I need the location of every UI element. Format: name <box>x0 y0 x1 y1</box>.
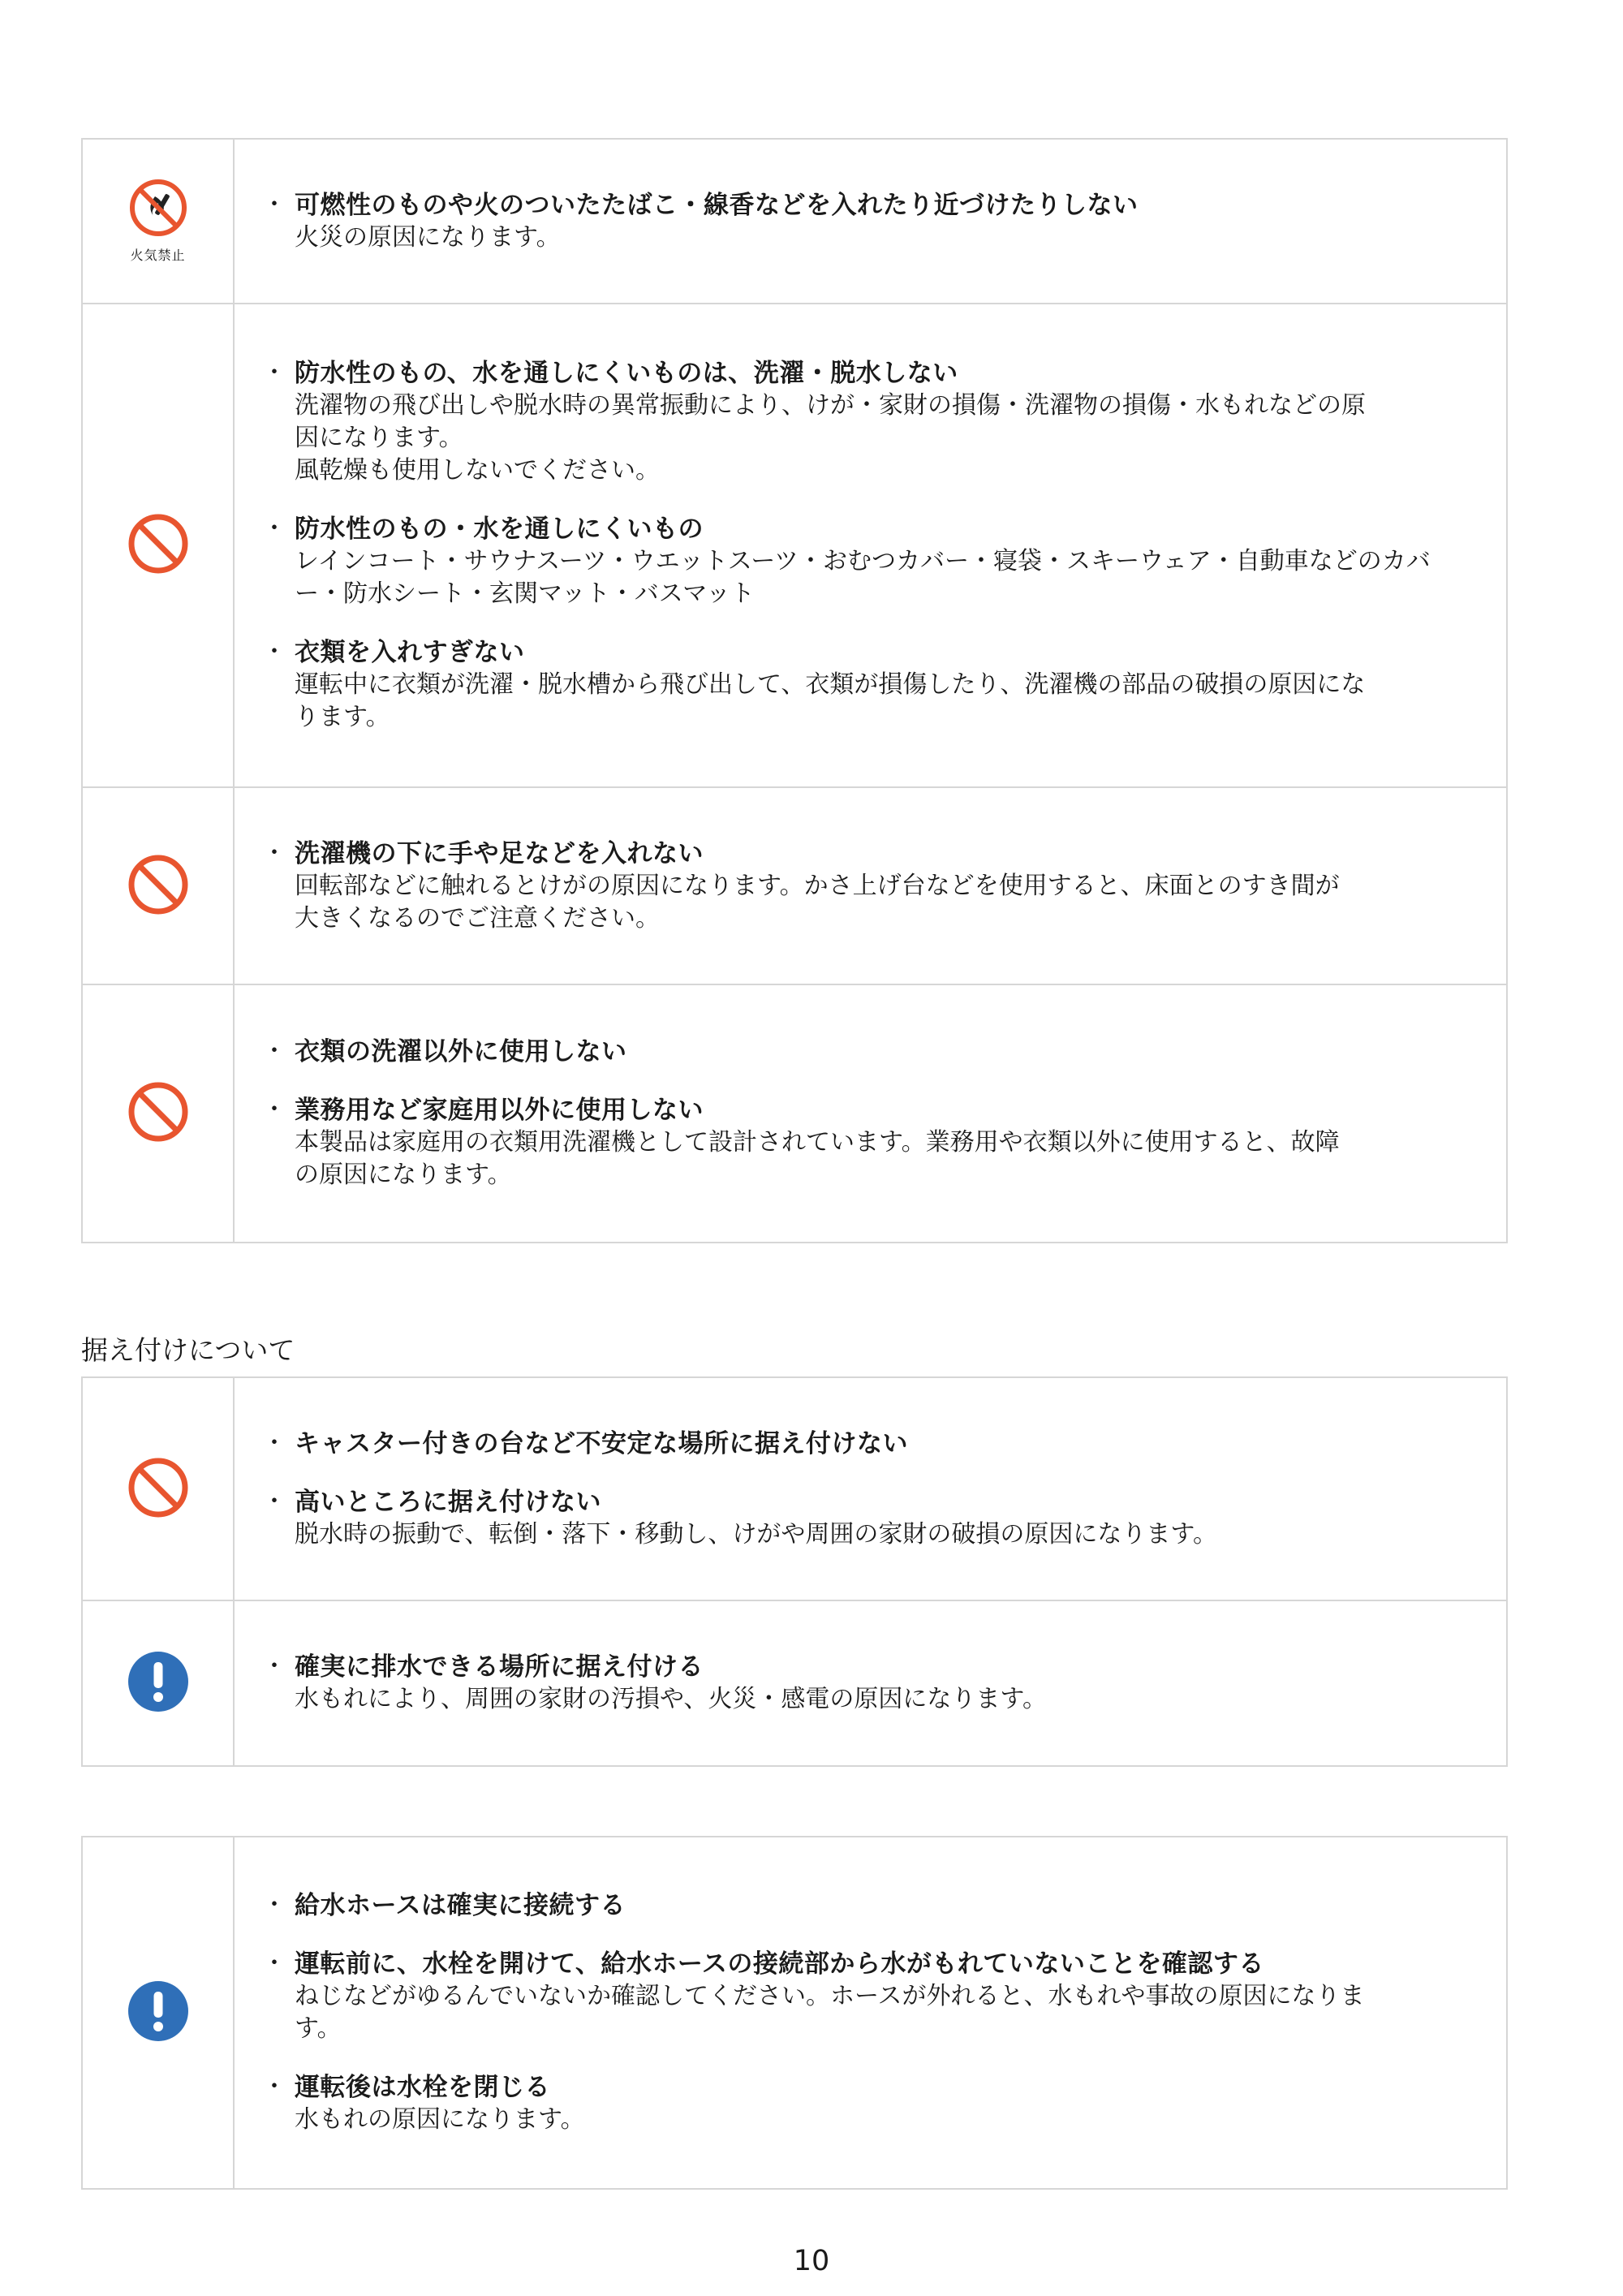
caution-description: 因になります。 <box>295 424 463 452</box>
caution-description: 回転部などに触れるとけがの原因になります。かさ上げ台などを使用すると、床面とのすき間が <box>295 871 1340 900</box>
icon-cell <box>83 788 235 984</box>
caution-heading: 確実に排水できる場所に据え付ける <box>295 1652 704 1682</box>
prohibited-icon <box>127 853 190 920</box>
caution-item <box>262 636 1474 734</box>
caution-description: ります。 <box>295 703 390 731</box>
mandatory-icon <box>127 1979 190 2046</box>
hose-table <box>81 1836 1508 2190</box>
text-cell <box>235 140 1506 303</box>
caution-item <box>262 1036 1474 1068</box>
caution-row <box>83 1601 1506 1765</box>
caution-item <box>262 1094 1474 1191</box>
prohibited-icon <box>127 1456 190 1523</box>
caution-row <box>83 140 1506 304</box>
text-cell <box>235 788 1506 984</box>
caution-heading: 運転前に、水栓を開けて、給水ホースの接続部から水がもれていないことを確認する <box>295 1949 1264 1979</box>
section-title: 据え付けについて <box>81 1334 295 1366</box>
caution-heading: 可燃性のものや火のついたたばこ・線香などを入れたり近づけたりしない <box>295 190 1139 220</box>
caution-description: 本製品は家庭用の衣類用洗濯機として設計されています。業務用や衣類以外に使用すると、故障 <box>295 1128 1340 1157</box>
bullet: ・ <box>262 190 286 219</box>
caution-description: す。 <box>295 2014 342 2043</box>
icon-cell <box>83 1378 235 1600</box>
caution-description: ねじなどがゆるんでいないか確認してください。ホースが外れると、水もれや事故の原因になりま <box>295 1982 1365 2010</box>
caution-item <box>262 189 1474 254</box>
bullet: ・ <box>262 1487 286 1516</box>
caution-row <box>83 985 1506 1242</box>
caution-heading: 高いところに据え付けない <box>295 1487 601 1517</box>
caution-description: 運転中に衣類が洗濯・脱水槽から飛び出して、衣類が損傷したり、洗濯機の部品の破損の原因にな <box>295 670 1366 699</box>
caution-item <box>262 1486 1474 1551</box>
caution-heading: 衣類の洗濯以外に使用しない <box>295 1037 627 1066</box>
caution-table-1 <box>81 138 1508 1243</box>
caution-item <box>262 1889 1474 1922</box>
caution-item <box>262 357 1474 487</box>
text-cell <box>235 304 1506 786</box>
caution-item <box>262 1651 1474 1716</box>
page-number: 10 <box>793 2245 830 2277</box>
caution-description: レインコート・サウナスーツ・ウエットスーツ・おむつカバー・寝袋・スキーウェア・自動車などのカバ <box>295 547 1431 575</box>
caution-description: 脱水時の振動で、転倒・落下・移動し、けがや周囲の家財の破損の原因になります。 <box>295 1519 1217 1549</box>
caution-heading: 防水性のもの・水を通しにくいもの <box>295 515 704 544</box>
caution-description: ー・防水シート・玄関マット・バスマット <box>295 579 755 608</box>
prohibited-icon <box>127 512 190 579</box>
caution-row <box>83 1837 1506 2188</box>
caution-heading: 給水ホースは確実に接続する <box>295 1891 626 1920</box>
caution-description: 水もれにより、周囲の家財の汚損や、火災・感電の原因になります。 <box>295 1685 1047 1713</box>
bullet: ・ <box>262 1891 286 1919</box>
bullet: ・ <box>262 838 286 868</box>
installation-table <box>81 1376 1508 1767</box>
caution-description: 火災の原因になります。 <box>295 222 561 252</box>
caution-item <box>262 513 1474 610</box>
bullet: ・ <box>262 2073 286 2101</box>
bullet: ・ <box>262 1652 286 1681</box>
caution-description: 大きくなるのでご注意ください。 <box>295 903 660 933</box>
icon-cell <box>83 304 235 786</box>
caution-item <box>262 838 1474 935</box>
caution-heading: 洗濯機の下に手や足などを入れない <box>295 838 704 868</box>
icon-cell <box>83 985 235 1242</box>
icon-label: 火気禁止 <box>130 248 186 263</box>
caution-description: 洗濯物の飛び出しや脱水時の異常振動により、けが・家財の損傷・洗濯物の損傷・水もれなどの原 <box>295 391 1366 420</box>
caution-heading: 防水性のもの、水を通しにくいものは、洗濯・脱水しない <box>295 359 958 388</box>
caution-heading: 業務用など家庭用以外に使用しない <box>295 1096 704 1125</box>
text-cell <box>235 1837 1506 2188</box>
icon-cell <box>83 1601 235 1765</box>
no-fire-icon <box>129 179 187 240</box>
caution-heading: キャスター付きの台など不安定な場所に据え付けない <box>295 1428 908 1458</box>
bullet: ・ <box>262 359 286 387</box>
caution-item <box>262 2071 1474 2136</box>
caution-description: の原因になります。 <box>295 1161 512 1189</box>
caution-row <box>83 1378 1506 1601</box>
prohibited-icon <box>127 1080 190 1147</box>
icon-cell <box>83 1837 235 2188</box>
caution-item <box>262 1948 1474 2045</box>
bullet: ・ <box>262 1037 286 1066</box>
caution-description: 風乾燥も使用しないでください。 <box>295 456 660 485</box>
caution-row <box>83 788 1506 985</box>
bullet: ・ <box>262 1428 286 1458</box>
bullet: ・ <box>262 638 286 666</box>
text-cell <box>235 1601 1506 1765</box>
caution-description: 水もれの原因になります。 <box>295 2105 585 2134</box>
icon-cell <box>83 140 235 303</box>
text-cell <box>235 985 1506 1242</box>
caution-row <box>83 304 1506 788</box>
caution-heading: 運転後は水栓を閉じる <box>295 2073 550 2102</box>
bullet: ・ <box>262 1949 286 1978</box>
mandatory-icon <box>127 1650 190 1717</box>
caution-heading: 衣類を入れすぎない <box>295 638 525 667</box>
caution-item <box>262 1428 1474 1460</box>
text-cell <box>235 1378 1506 1600</box>
bullet: ・ <box>262 515 286 543</box>
bullet: ・ <box>262 1096 286 1124</box>
